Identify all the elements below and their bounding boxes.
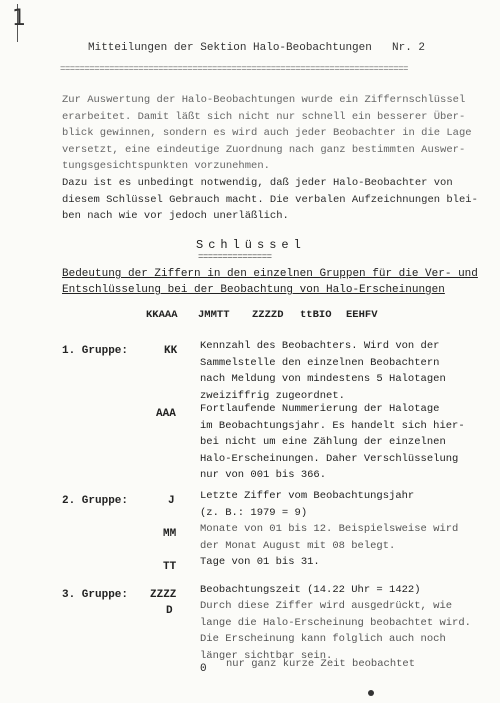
code-group-5: EEHFV: [346, 309, 378, 321]
document-header: Mitteilungen der Sektion Halo-Beobachtungen: [88, 42, 372, 54]
group-2-code-tt: TT: [163, 561, 177, 573]
group-2-code-mm: MM: [163, 528, 177, 540]
code-group-3: ZZZZD: [252, 309, 284, 321]
group-1-label: 1. Gruppe:: [62, 345, 129, 357]
page-corner-mark: 1: [12, 6, 26, 31]
issue-number: Nr. 2: [392, 42, 426, 54]
header-rule: =======================================================================: [60, 64, 408, 74]
group-3-desc-zzzz: Beobachtungszeit (14.22 Uhr = 1422): [200, 584, 421, 596]
group-3-desc-0: nur ganz kurze Zeit beobachtet: [226, 658, 416, 670]
group-1-desc-aaa: Fortlaufende Nummerierung der Halotage im Beobachtungsjahr. Es handelt sich hier- bei nicht um eine Zählung der einzelnen Halo-Erscheinungen. Daher Verschlüsselung nur von 001 bis 366.: [200, 403, 465, 482]
group-1-code-aaa: AAA: [156, 408, 176, 420]
key-title: Schlüssel: [196, 238, 306, 252]
group-3-code-0: 0: [200, 663, 207, 675]
code-group-1: KKAAA: [146, 309, 178, 321]
group-1-desc-kk: Kennzahl des Beobachters. Wird von der Sammelstelle den einzelnen Beobachtern nach Meldung von mindestens 5 Halotagen zweiziffrig zugeordnet.: [200, 340, 446, 402]
second-paragraph: Dazu ist es unbedingt notwendig, daß jeder Halo-Beobachter von diesem Schlüssel Gebrauch macht. Die verbalen Aufzeichnungen blei- ben nach wie vor jedoch unerläßlich.: [62, 177, 478, 222]
group-3-label: 3. Gruppe:: [62, 589, 129, 601]
key-title-rule: ===============: [198, 252, 272, 262]
group-2-desc-j: Letzte Ziffer vom Beobachtungsjahr (z. B.: 1979 = 9): [200, 490, 415, 519]
group-2-code-j: J: [168, 495, 175, 507]
group-3-desc-d: Durch diese Ziffer wird ausgedrückt, wie lange die Halo-Erscheinung beobachtet wird. Die Erscheinung kann folglich auch noch länger sichtbar sein.: [200, 600, 471, 662]
group-2-desc-mm: Monate von 01 bis 12. Beispielsweise wird der Monat August mit 08 belegt.: [200, 523, 459, 552]
group-3-code-zzzz: ZZZZ: [150, 589, 177, 601]
code-group-2: JMMTT: [198, 309, 230, 321]
intro-paragraph: Zur Auswertung der Halo-Beobachtungen wurde ein Ziffernschlüssel erarbeitet. Damit läßt sich nicht nur schnell ein besserer Über- blick gewinnen, sondern es wird auch jeder Beobachter in die Lage versetzt, eine eindeutige Zuordnung nach ganz bestimmten Auswer- tungsgesichtspunkten vorzunehmen.: [62, 94, 472, 172]
key-subtitle: Bedeutung der Ziffern in den einzelnen Gruppen für die Ver- und Entschlüsselung bei der Beobachtung von Halo-Erscheinungen: [62, 268, 478, 296]
code-group-4: ttBIO: [300, 309, 332, 321]
group-2-label: 2. Gruppe:: [62, 495, 129, 507]
group-1-code-kk: KK: [164, 345, 178, 357]
group-2-desc-tt: Tage von 01 bis 31.: [200, 556, 320, 568]
group-3-code-d: D: [166, 605, 173, 617]
ink-dot: [368, 690, 374, 696]
